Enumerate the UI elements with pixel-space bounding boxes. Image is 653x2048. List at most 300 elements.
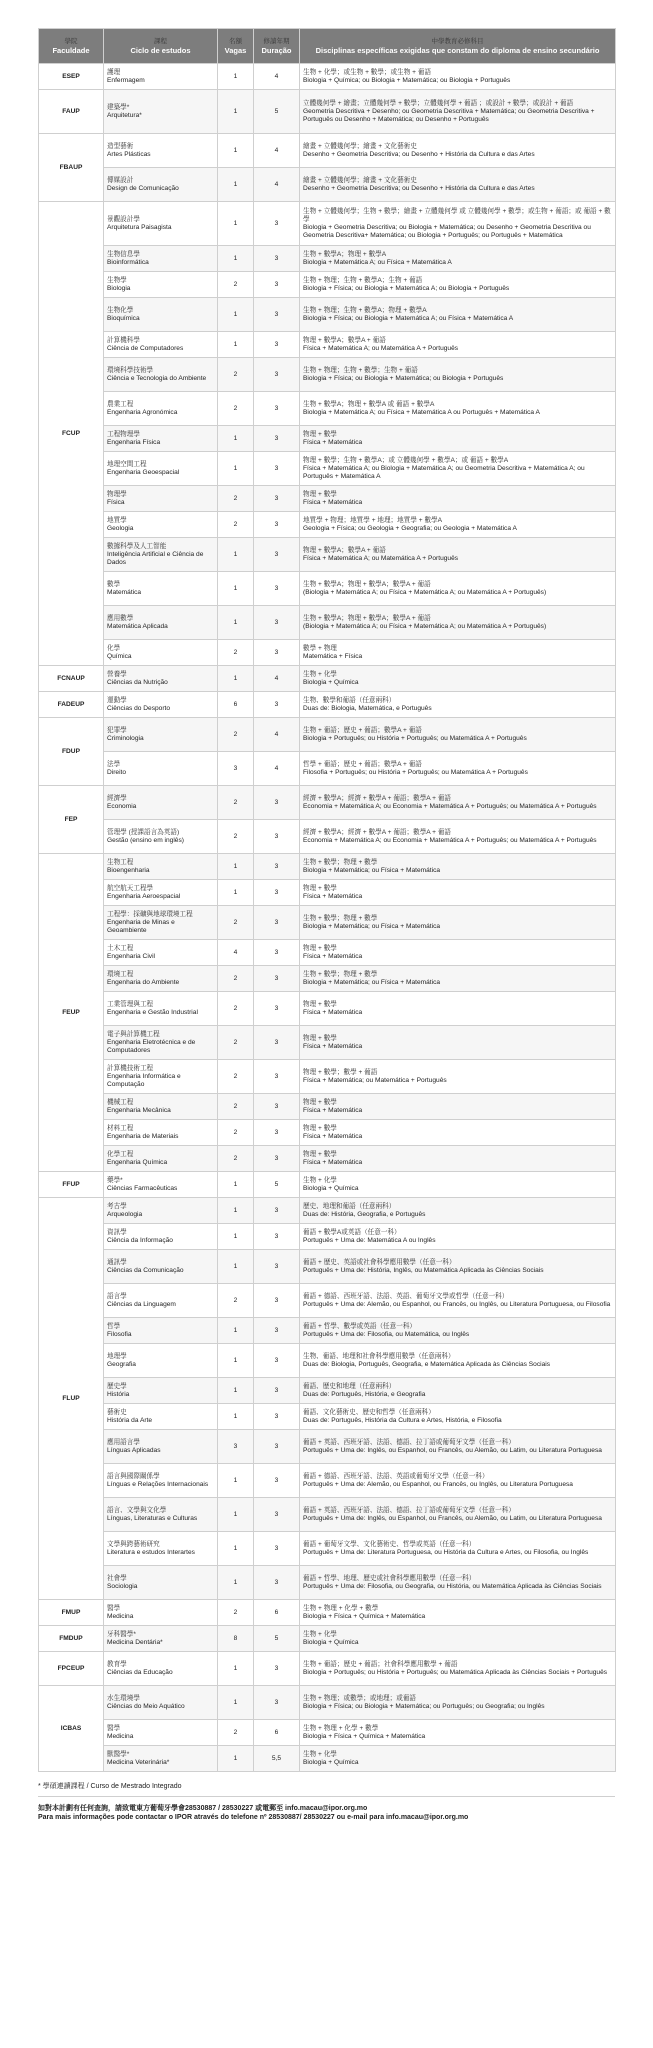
vacancies-cell: 2 bbox=[218, 1120, 254, 1146]
disciplines-pt: Português + Uma de: Matemática A ou Inglês bbox=[303, 1236, 436, 1244]
course-name-pt: Línguas Aplicadas bbox=[107, 1446, 161, 1454]
disciplines-zh: 生物、葡語、地理和社會科學應用數學（任意兩科） bbox=[303, 1352, 455, 1360]
course-name-pt: Medicina bbox=[107, 1612, 134, 1620]
faculty-cell: FFUP bbox=[39, 1172, 104, 1198]
course-name-pt: Engenharia Mecânica bbox=[107, 1106, 171, 1114]
vacancies-cell: 1 bbox=[218, 1224, 254, 1250]
duration-cell: 3 bbox=[254, 1060, 300, 1094]
disciplines-cell bbox=[300, 272, 616, 298]
disciplines-zh: 歷史、地理和葡語（任意兩科） bbox=[303, 1202, 396, 1210]
course-name-pt: Ciências da Nutrição bbox=[107, 678, 168, 686]
vacancies-cell: 1 bbox=[218, 1378, 254, 1404]
table-row bbox=[39, 854, 616, 880]
course-name-pt: Engenharia Física bbox=[107, 438, 161, 446]
disciplines-pt: Português + Uma de: Inglês, ou Espanhol, ou Francês, ou Alemão, ou Latim, ou Literatura Portuguesa bbox=[303, 1446, 602, 1454]
course-name-pt: Ciência e Tecnologia do Ambiente bbox=[107, 374, 207, 382]
disciplines-cell bbox=[300, 1378, 616, 1404]
disciplines-zh: 生物 + 立體幾何學；生物 + 數學；繪畫 + 立體幾何學 或 立體幾何學 + 數學；或生物 + 葡語；或 葡語 + 數學 bbox=[303, 207, 611, 223]
course-cell bbox=[104, 1060, 218, 1094]
table-row bbox=[39, 718, 616, 752]
disciplines-pt: Biologia + Física; ou Biologia + Matemática; ou Português; ou Geografia; ou Inglês bbox=[303, 1702, 545, 1710]
vacancies-cell: 2 bbox=[218, 1060, 254, 1094]
duration-cell: 3 bbox=[254, 572, 300, 606]
vacancies-cell: 1 bbox=[218, 1172, 254, 1198]
duration-cell: 4 bbox=[254, 64, 300, 90]
duration-cell: 4 bbox=[254, 718, 300, 752]
course-name-pt: Engenharia Química bbox=[107, 1158, 168, 1166]
course-name-zh: 醫學 bbox=[107, 1724, 121, 1732]
contact-zh: 如對本計劃有任何查詢，請致電東方葡萄牙學會28530887 / 28530227 或電郵至 info.macau@ipor.org.mo bbox=[38, 1805, 368, 1812]
table-row bbox=[39, 1566, 616, 1600]
disciplines-cell bbox=[300, 134, 616, 168]
duration-cell: 3 bbox=[254, 1026, 300, 1060]
disciplines-zh: 生物 + 物理 + 化學 + 數學 bbox=[303, 1724, 379, 1732]
disciplines-cell bbox=[300, 1626, 616, 1652]
disciplines-cell bbox=[300, 486, 616, 512]
table-row bbox=[39, 1746, 616, 1772]
disciplines-cell bbox=[300, 246, 616, 272]
disciplines-zh: 物理 + 數學A；數學A + 葡語 bbox=[303, 336, 386, 344]
contact-info bbox=[38, 1804, 615, 1822]
table-row bbox=[39, 332, 616, 358]
course-name-pt: Ciência de Computadores bbox=[107, 344, 184, 352]
disciplines-cell bbox=[300, 820, 616, 854]
course-cell bbox=[104, 1430, 218, 1464]
course-name-pt: Bioquímica bbox=[107, 314, 140, 322]
faculty-cell: ESEP bbox=[39, 64, 104, 90]
disciplines-zh: 物理 + 數學 bbox=[303, 884, 337, 892]
duration-cell: 3 bbox=[254, 786, 300, 820]
course-name-pt: Engenharia e Gestão Industrial bbox=[107, 1008, 198, 1016]
table-row bbox=[39, 1532, 616, 1566]
course-cell bbox=[104, 1094, 218, 1120]
table-row bbox=[39, 640, 616, 666]
duration-cell: 3 bbox=[254, 426, 300, 452]
course-name-zh: 化學工程 bbox=[107, 1150, 134, 1158]
faculty-cell: FCUP bbox=[39, 202, 104, 666]
vacancies-cell: 1 bbox=[218, 1198, 254, 1224]
vacancies-cell: 2 bbox=[218, 1284, 254, 1318]
vacancies-cell: 2 bbox=[218, 992, 254, 1026]
disciplines-zh: 物理 + 數學 bbox=[303, 1098, 337, 1106]
vacancies-cell: 1 bbox=[218, 606, 254, 640]
course-cell bbox=[104, 272, 218, 298]
course-name-zh: 運動學 bbox=[107, 696, 127, 704]
course-name-zh: 地理學 bbox=[107, 1352, 127, 1360]
disciplines-pt: Duas de: Biologia, Português, Geografia, e Matemática Aplicada às Ciências Sociais bbox=[303, 1360, 551, 1368]
duration-cell: 3 bbox=[254, 1146, 300, 1172]
course-name-zh: 環境科學技術學 bbox=[107, 366, 154, 374]
table-row bbox=[39, 1404, 616, 1430]
disciplines-zh: 生物 + 數學A；物理 + 數學A；數學A + 葡語 bbox=[303, 614, 431, 622]
duration-cell: 3 bbox=[254, 1378, 300, 1404]
course-name-zh: 藥學* bbox=[107, 1176, 123, 1184]
disciplines-cell bbox=[300, 854, 616, 880]
disciplines-zh: 物理 + 數學 bbox=[303, 1034, 337, 1042]
disciplines-pt: Biologia + Química bbox=[303, 1758, 359, 1766]
disciplines-cell bbox=[300, 426, 616, 452]
course-name-zh: 工業管理與工程 bbox=[107, 1000, 154, 1008]
course-cell bbox=[104, 1600, 218, 1626]
disciplines-zh: 物理 + 數學 bbox=[303, 1150, 337, 1158]
course-cell bbox=[104, 202, 218, 246]
disciplines-pt: Biologia + Química; ou Biologia + Matemática; ou Biologia + Português bbox=[303, 76, 511, 84]
duration-cell: 3 bbox=[254, 1094, 300, 1120]
course-name-pt: Engenharia de Minas e Geoambiente bbox=[107, 918, 175, 934]
disciplines-pt: Física + Matemática bbox=[303, 1132, 363, 1140]
table-row bbox=[39, 940, 616, 966]
faculty-cell: FADEUP bbox=[39, 692, 104, 718]
disciplines-cell bbox=[300, 1060, 616, 1094]
table-row bbox=[39, 392, 616, 426]
contact-pt: Para mais informações pode contactar o IPOR através do telefone nº 28530887/ 28530227 ou e-mail para info.macau@ipor.org.mo bbox=[38, 1814, 469, 1821]
course-name-pt: Arqueologia bbox=[107, 1210, 143, 1218]
disciplines-pt: Biologia + Química bbox=[303, 678, 359, 686]
course-name-pt: Enfermagem bbox=[107, 76, 145, 84]
disciplines-cell bbox=[300, 64, 616, 90]
disciplines-zh: 數學 + 物理 bbox=[303, 644, 337, 652]
course-name-zh: 地質學 bbox=[107, 516, 127, 524]
disciplines-zh: 生物 + 數學；物理 + 數學 bbox=[303, 970, 378, 978]
course-name-pt: Línguas, Literaturas e Culturas bbox=[107, 1514, 198, 1522]
course-name-pt: Matemática bbox=[107, 588, 142, 596]
duration-cell: 3 bbox=[254, 246, 300, 272]
duration-cell: 3 bbox=[254, 992, 300, 1026]
vacancies-cell: 2 bbox=[218, 966, 254, 992]
course-cell bbox=[104, 966, 218, 992]
disciplines-pt: Geometria Descritiva + Desenho; ou Geometria Descritiva + Matemática; ou Geometria Descritiva + Português ou Desenho + Matemática; ou Desenho + Português bbox=[303, 107, 595, 123]
table-row bbox=[39, 1464, 616, 1498]
disciplines-pt: Biologia + Física; ou Biologia + Matemática A; ou Biologia + Português bbox=[303, 284, 510, 292]
course-name-pt: Engenharia Informática e Computação bbox=[107, 1072, 181, 1088]
course-cell bbox=[104, 246, 218, 272]
duration-cell: 3 bbox=[254, 854, 300, 880]
table-row bbox=[39, 358, 616, 392]
course-name-pt: História bbox=[107, 1390, 130, 1398]
faculty-cell: FEP bbox=[39, 786, 104, 854]
disciplines-zh: 葡語 + 歷史、英語或社會科學應用數學（任意一科） bbox=[303, 1258, 456, 1266]
disciplines-cell bbox=[300, 1344, 616, 1378]
table-row bbox=[39, 1318, 616, 1344]
duration-cell: 3 bbox=[254, 966, 300, 992]
disciplines-cell bbox=[300, 1284, 616, 1318]
disciplines-cell bbox=[300, 880, 616, 906]
disciplines-cell bbox=[300, 1652, 616, 1686]
table-row bbox=[39, 1146, 616, 1172]
duration-cell: 4 bbox=[254, 134, 300, 168]
course-name-pt: Física bbox=[107, 498, 125, 506]
course-name-pt: Gestão (ensino em inglês) bbox=[107, 836, 184, 844]
disciplines-pt: Português + Uma de: Alemão, ou Espanhol, ou Francês, ou Inglês, ou Literatura Portuguesa bbox=[303, 1480, 573, 1488]
vacancies-cell: 2 bbox=[218, 512, 254, 538]
disciplines-cell bbox=[300, 906, 616, 940]
vacancies-cell: 1 bbox=[218, 1686, 254, 1720]
disciplines-pt: Biologia + Química bbox=[303, 1184, 359, 1192]
course-name-zh: 犯罪學 bbox=[107, 726, 127, 734]
disciplines-cell bbox=[300, 168, 616, 202]
disciplines-cell bbox=[300, 1250, 616, 1284]
course-cell bbox=[104, 452, 218, 486]
course-name-pt: Direito bbox=[107, 768, 127, 776]
course-name-zh: 化學 bbox=[107, 644, 121, 652]
disciplines-zh: 生物 + 數學A；物理 + 數學A 或 葡語 + 數學A bbox=[303, 400, 435, 408]
disciplines-zh: 物理 + 數學 bbox=[303, 1124, 337, 1132]
duration-cell: 3 bbox=[254, 820, 300, 854]
disciplines-zh: 生物 + 物理；生物 + 數學A；生物 + 葡語 bbox=[303, 276, 423, 284]
course-name-zh: 機械工程 bbox=[107, 1098, 134, 1106]
vacancies-cell: 1 bbox=[218, 134, 254, 168]
vacancies-cell: 1 bbox=[218, 452, 254, 486]
header-faculty: 學院 Faculdade bbox=[39, 29, 104, 64]
course-name-zh: 社會學 bbox=[107, 1574, 127, 1582]
disciplines-cell bbox=[300, 1404, 616, 1430]
duration-cell: 3 bbox=[254, 358, 300, 392]
table-row bbox=[39, 906, 616, 940]
course-name-pt: Sociologia bbox=[107, 1582, 138, 1590]
disciplines-zh: 生物 + 物理；或數學；或地理；或葡語 bbox=[303, 1694, 417, 1702]
disciplines-zh: 生物 + 化學 bbox=[303, 1750, 337, 1758]
course-name-zh: 生物化學 bbox=[107, 306, 134, 314]
course-cell bbox=[104, 992, 218, 1026]
disciplines-zh: 葡語 + 數學A或英語（任意一科） bbox=[303, 1228, 401, 1236]
table-row bbox=[39, 168, 616, 202]
table-row bbox=[39, 1172, 616, 1198]
disciplines-pt: Biologia + Geometria Descritiva; ou Biologia + Matemática; ou Desenho + Geometria Descritiva ou Geometria Descritiva+ Matemática; ou Biologia + Português; ou Português + Matemática bbox=[303, 223, 591, 239]
course-name-zh: 計算機科學 bbox=[107, 336, 140, 344]
disciplines-zh: 葡語 + 哲學、地理、歷史或社會科學應用數學（任意一科） bbox=[303, 1574, 476, 1582]
vacancies-cell: 1 bbox=[218, 666, 254, 692]
disciplines-cell bbox=[300, 358, 616, 392]
course-cell bbox=[104, 692, 218, 718]
table-row bbox=[39, 666, 616, 692]
course-name-zh: 生物工程 bbox=[107, 858, 134, 866]
table-row bbox=[39, 992, 616, 1026]
course-cell bbox=[104, 1746, 218, 1772]
duration-cell: 5,5 bbox=[254, 1746, 300, 1772]
disciplines-cell bbox=[300, 1566, 616, 1600]
disciplines-cell bbox=[300, 298, 616, 332]
table-row bbox=[39, 1120, 616, 1146]
disciplines-zh: 生物、數學和葡語（任意兩科） bbox=[303, 696, 396, 704]
disciplines-pt: Física + Matemática bbox=[303, 1158, 363, 1166]
course-cell bbox=[104, 1626, 218, 1652]
course-name-zh: 工程學：採礦與地球環境工程 bbox=[107, 910, 193, 918]
table-row bbox=[39, 1250, 616, 1284]
course-name-pt: Geografia bbox=[107, 1360, 136, 1368]
disciplines-pt: Biologia + Física + Química + Matemática bbox=[303, 1732, 426, 1740]
course-name-zh: 資訊學 bbox=[107, 1228, 127, 1236]
course-name-pt: Geologia bbox=[107, 524, 134, 532]
course-cell bbox=[104, 1172, 218, 1198]
vacancies-cell: 1 bbox=[218, 572, 254, 606]
vacancies-cell: 2 bbox=[218, 640, 254, 666]
course-name-zh: 建築學* bbox=[107, 103, 130, 111]
table-body bbox=[39, 64, 616, 1772]
course-cell bbox=[104, 906, 218, 940]
course-name-zh: 語言學 bbox=[107, 1292, 127, 1300]
course-cell bbox=[104, 134, 218, 168]
table-row bbox=[39, 298, 616, 332]
course-cell bbox=[104, 854, 218, 880]
disciplines-cell bbox=[300, 606, 616, 640]
disciplines-pt: Biologia + Português; ou História + Português; ou Matemática Aplicada às Ciências Sociais + Português bbox=[303, 1668, 608, 1676]
disciplines-cell bbox=[300, 1146, 616, 1172]
vacancies-cell: 2 bbox=[218, 718, 254, 752]
disciplines-pt: Geologia + Física; ou Geologia + Geografia; ou Geologia + Matemática A bbox=[303, 524, 517, 532]
disciplines-cell bbox=[300, 1498, 616, 1532]
disciplines-cell bbox=[300, 452, 616, 486]
vacancies-cell: 3 bbox=[218, 752, 254, 786]
course-name-pt: Artes Plásticas bbox=[107, 150, 151, 158]
disciplines-zh: 葡語 + 英語、西班牙語、法語、德語、拉丁語或葡萄牙文學（任意一科） bbox=[303, 1438, 515, 1446]
courses-table bbox=[38, 28, 616, 1772]
table-row bbox=[39, 1224, 616, 1250]
course-cell bbox=[104, 1686, 218, 1720]
faculty-cell: ICBAS bbox=[39, 1686, 104, 1772]
course-cell bbox=[104, 752, 218, 786]
disciplines-zh: 葡語、歷史和地理（任意兩科） bbox=[303, 1382, 396, 1390]
disciplines-pt: Física + Matemática bbox=[303, 1106, 363, 1114]
disciplines-cell bbox=[300, 966, 616, 992]
disciplines-zh: 物理 + 數學 bbox=[303, 1000, 337, 1008]
table-row bbox=[39, 786, 616, 820]
disciplines-pt: (Biologia + Matemática A; ou Física + Matemática A; ou Matemática A + Português) bbox=[303, 588, 547, 596]
course-name-pt: Medicina Veterinária* bbox=[107, 1758, 170, 1766]
course-name-zh: 生物學 bbox=[107, 276, 127, 284]
course-name-pt: Literatura e estudos Interartes bbox=[107, 1548, 195, 1556]
disciplines-zh: 生物 + 數學A；物理 + 數學A bbox=[303, 250, 387, 258]
faculty-cell: FPCEUP bbox=[39, 1652, 104, 1686]
course-name-zh: 獸醫學* bbox=[107, 1750, 130, 1758]
header-disciplines: 中學教育必修科目 Disciplinas específicas exigidas que constam do diploma de ensino secundário bbox=[300, 29, 616, 64]
course-name-zh: 材料工程 bbox=[107, 1124, 134, 1132]
table-row bbox=[39, 1344, 616, 1378]
vacancies-cell: 1 bbox=[218, 1318, 254, 1344]
course-name-zh: 電子與計算機工程 bbox=[107, 1030, 160, 1038]
course-cell bbox=[104, 298, 218, 332]
vacancies-cell: 4 bbox=[218, 940, 254, 966]
course-name-zh: 傳媒設計 bbox=[107, 176, 134, 184]
disciplines-zh: 生物 + 物理 + 化學 + 數學 bbox=[303, 1604, 379, 1612]
course-name-pt: Economia bbox=[107, 802, 137, 810]
table-row bbox=[39, 538, 616, 572]
course-name-zh: 應用數學 bbox=[107, 614, 134, 622]
disciplines-pt: Biologia + Português; ou História + Português; ou Matemática A + Português bbox=[303, 734, 527, 742]
disciplines-zh: 物理 + 數學 bbox=[303, 490, 337, 498]
disciplines-cell bbox=[300, 786, 616, 820]
disciplines-cell bbox=[300, 202, 616, 246]
footnote: * 學碩連讀課程 / Curso de Mestrado Integrado bbox=[38, 1783, 182, 1790]
course-name-zh: 水生環境學 bbox=[107, 1694, 140, 1702]
table-row bbox=[39, 512, 616, 538]
course-name-zh: 農業工程 bbox=[107, 400, 134, 408]
course-cell bbox=[104, 1198, 218, 1224]
course-name-pt: Criminologia bbox=[107, 734, 144, 742]
disciplines-cell bbox=[300, 1430, 616, 1464]
course-cell bbox=[104, 64, 218, 90]
vacancies-cell: 1 bbox=[218, 854, 254, 880]
table-row bbox=[39, 606, 616, 640]
duration-cell: 4 bbox=[254, 752, 300, 786]
course-cell bbox=[104, 1532, 218, 1566]
disciplines-pt: Física + Matemática bbox=[303, 952, 363, 960]
course-cell bbox=[104, 1120, 218, 1146]
vacancies-cell: 6 bbox=[218, 692, 254, 718]
course-name-zh: 語言、文學與文化學 bbox=[107, 1506, 167, 1514]
course-name-pt: Biologia bbox=[107, 284, 131, 292]
course-name-pt: Ciências da Educação bbox=[107, 1668, 173, 1676]
vacancies-cell: 1 bbox=[218, 298, 254, 332]
duration-cell: 3 bbox=[254, 272, 300, 298]
course-cell bbox=[104, 512, 218, 538]
disciplines-pt: Física + Matemática A; ou Matemática A + Português bbox=[303, 554, 459, 562]
disciplines-zh: 葡語 + 哲學、數學或英語（任意一科） bbox=[303, 1322, 417, 1330]
duration-cell: 3 bbox=[254, 1344, 300, 1378]
vacancies-cell: 2 bbox=[218, 1146, 254, 1172]
duration-cell: 3 bbox=[254, 692, 300, 718]
course-name-pt: Engenharia Aeroespacial bbox=[107, 892, 181, 900]
vacancies-cell: 1 bbox=[218, 90, 254, 134]
duration-cell: 3 bbox=[254, 298, 300, 332]
course-name-pt: Arquitetura Paisagista bbox=[107, 223, 172, 231]
duration-cell: 3 bbox=[254, 940, 300, 966]
disciplines-zh: 生物 + 數學A；物理 + 數學A；數學A + 葡語 bbox=[303, 580, 431, 588]
table-row bbox=[39, 426, 616, 452]
header-course: 課程 Ciclo de estudos bbox=[104, 29, 218, 64]
course-name-pt: Engenharia Civil bbox=[107, 952, 156, 960]
table-row bbox=[39, 1378, 616, 1404]
disciplines-cell bbox=[300, 1120, 616, 1146]
disciplines-cell bbox=[300, 1686, 616, 1720]
course-cell bbox=[104, 1498, 218, 1532]
disciplines-cell bbox=[300, 90, 616, 134]
table-row bbox=[39, 246, 616, 272]
disciplines-zh: 生物 + 葡語；歷史 + 葡語；社會科學應用數學 + 葡語 bbox=[303, 1660, 458, 1668]
disciplines-pt: Português + Uma de: Literatura Portuguesa, ou História da Cultura e Artes, ou Filosofia, ou Inglês bbox=[303, 1548, 589, 1556]
course-cell bbox=[104, 1146, 218, 1172]
disciplines-cell bbox=[300, 666, 616, 692]
faculty-cell: FBAUP bbox=[39, 134, 104, 202]
disciplines-zh: 物理 + 數學A；數學A + 葡語 bbox=[303, 546, 386, 554]
course-name-zh: 文學與跨藝術研究 bbox=[107, 1540, 160, 1548]
disciplines-cell bbox=[300, 1172, 616, 1198]
vacancies-cell: 1 bbox=[218, 538, 254, 572]
vacancies-cell: 1 bbox=[218, 1344, 254, 1378]
course-name-pt: Ciências do Desporto bbox=[107, 704, 171, 712]
duration-cell: 6 bbox=[254, 1600, 300, 1626]
disciplines-pt: Português + Uma de: Inglês, ou Espanhol, ou Francês, ou Alemão, ou Latim, ou Literatura Portuguesa bbox=[303, 1514, 602, 1522]
course-name-zh: 管理學 (授課語言為英語) bbox=[107, 828, 180, 836]
duration-cell: 3 bbox=[254, 1464, 300, 1498]
table-row bbox=[39, 692, 616, 718]
disciplines-cell bbox=[300, 992, 616, 1026]
duration-cell: 5 bbox=[254, 1626, 300, 1652]
vacancies-cell: 2 bbox=[218, 1026, 254, 1060]
disciplines-cell bbox=[300, 1026, 616, 1060]
duration-cell: 4 bbox=[254, 168, 300, 202]
disciplines-zh: 生物 + 化學 bbox=[303, 1630, 337, 1638]
disciplines-pt: Biologia + Física; ou Biologia + Matemática A; ou Física + Matemática A bbox=[303, 314, 514, 322]
disciplines-zh: 物理 + 數學 bbox=[303, 430, 337, 438]
disciplines-zh: 生物 + 數學；物理 + 數學 bbox=[303, 914, 378, 922]
disciplines-zh: 物理 + 數學；數學 + 葡語 bbox=[303, 1068, 378, 1076]
duration-cell: 3 bbox=[254, 1318, 300, 1344]
disciplines-zh: 立體幾何學 + 繪畫；立體幾何學 + 數學；立體幾何學 + 葡語 ；或設計 + 數學；或設計 + 葡語 bbox=[303, 99, 574, 107]
disciplines-pt: Biologia + Física + Química + Matemática bbox=[303, 1612, 426, 1620]
course-cell bbox=[104, 1344, 218, 1378]
course-name-zh: 地理空間工程 bbox=[107, 460, 147, 468]
disciplines-zh: 葡語 + 英語、西班牙語、法語、德語、拉丁語或葡萄牙文學（任意一科） bbox=[303, 1506, 515, 1514]
